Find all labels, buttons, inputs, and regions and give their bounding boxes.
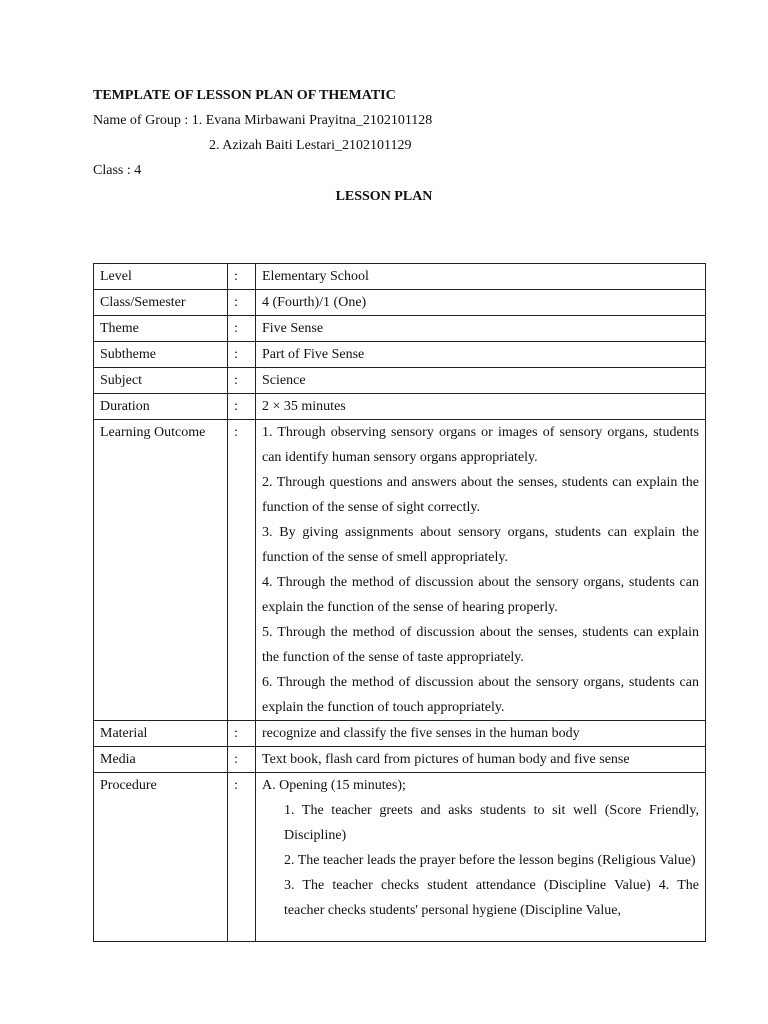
group-member-1: Name of Group : 1. Evana Mirbawani Prayitna_2102101128 (93, 113, 433, 128)
row-colon: : (228, 342, 256, 368)
row-colon: : (228, 264, 256, 290)
row-label: Level (94, 264, 228, 290)
row-colon: : (228, 316, 256, 342)
table-row (94, 394, 706, 420)
procedure-content (256, 773, 706, 942)
document-title: TEMPLATE OF LESSON PLAN OF THEMATIC (93, 88, 396, 103)
row-value: 2 × 35 minutes (256, 394, 706, 420)
row-value: Science (256, 368, 706, 394)
row-label: Subject (94, 368, 228, 394)
material-label: Material (94, 721, 228, 747)
learning-outcome-row (94, 420, 706, 721)
row-colon: : (228, 747, 256, 773)
lesson-plan-heading: LESSON PLAN (335, 189, 433, 204)
lesson-plan-table (93, 263, 706, 942)
learning-outcome-item: 1. Through observing sensory organs or images of sensory organs, students can identify human sensory organs appropriately. (262, 425, 699, 465)
media-value: Text book, flash card from pictures of human body and five sense (256, 747, 706, 773)
media-label: Media (94, 747, 228, 773)
learning-outcome-item: 5. Through the method of discussion about the senses, students can explain the function of the sense of taste appropriately. (262, 625, 699, 665)
procedure-heading: A. Opening (15 minutes); (262, 778, 406, 793)
row-colon: : (228, 773, 256, 942)
learning-outcome-label: Learning Outcome (94, 420, 228, 721)
row-colon: : (228, 420, 256, 721)
material-value: recognize and classify the five senses in the human body (256, 721, 706, 747)
learning-outcome-item: 2. Through questions and answers about the senses, students can explain the function of the sense of sight correctly. (262, 475, 699, 515)
row-value: Part of Five Sense (256, 342, 706, 368)
row-colon: : (228, 290, 256, 316)
table-row (94, 290, 706, 316)
group-member-2: 2. Azizah Baiti Lestari_2102101129 (209, 138, 412, 153)
row-colon: : (228, 394, 256, 420)
row-label: Class/Semester (94, 290, 228, 316)
procedure-label: Procedure (94, 773, 228, 942)
table-row (94, 368, 706, 394)
row-label: Duration (94, 394, 228, 420)
procedure-row (94, 773, 706, 942)
procedure-item: 2. The teacher leads the prayer before the lesson begins (Religious Value) (284, 853, 696, 868)
class-info: Class : 4 (93, 163, 142, 178)
row-value: Five Sense (256, 316, 706, 342)
row-colon: : (228, 368, 256, 394)
table-row (94, 316, 706, 342)
procedure-item: 1. The teacher greets and asks students to sit well (Score Friendly, Discipline) (284, 803, 699, 843)
table-row (94, 264, 706, 290)
media-row (94, 747, 706, 773)
learning-outcome-item: 6. Through the method of discussion about the sensory organs, students can explain the function of touch appropriately. (262, 675, 699, 715)
learning-outcome-item: 4. Through the method of discussion about the sensory organs, students can explain the function of the sense of hearing properly. (262, 575, 699, 615)
learning-outcome-list (256, 420, 706, 721)
row-colon: : (228, 721, 256, 747)
material-row (94, 721, 706, 747)
row-label: Theme (94, 316, 228, 342)
row-value: 4 (Fourth)/1 (One) (256, 290, 706, 316)
procedure-item: 3. The teacher checks student attendance (Discipline Value) 4. The teacher checks students' personal hygiene (Discipline Value, (284, 878, 699, 918)
row-label: Subtheme (94, 342, 228, 368)
learning-outcome-item: 3. By giving assignments about sensory organs, students can explain the function of the sense of smell appropriately. (262, 525, 699, 565)
row-value: Elementary School (256, 264, 706, 290)
table-row (94, 342, 706, 368)
